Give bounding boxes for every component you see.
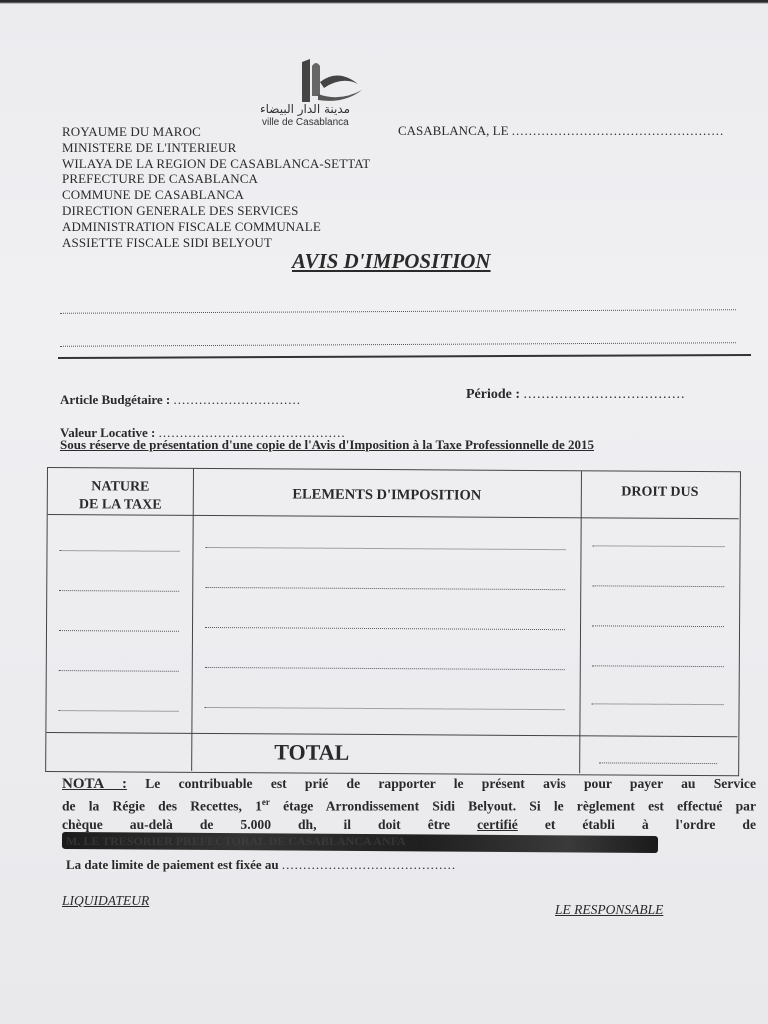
droit-row-blank xyxy=(592,625,724,627)
nature-row-blank xyxy=(59,630,179,632)
header-line: ADMINISTRATION FISCALE COMMUNALE xyxy=(62,218,321,234)
col-header-elements: ELEMENTS D'IMPOSITION xyxy=(292,486,482,504)
administrative-header xyxy=(62,124,370,250)
signature-liquidateur: LIQUIDATEUR xyxy=(62,893,150,908)
header-line: ROYAUME DU MAROC xyxy=(62,124,201,139)
logo-latin-text: ville de Casablanca xyxy=(262,117,349,128)
elements-row-blank xyxy=(205,627,565,630)
nota-label: NOTA : xyxy=(62,776,127,792)
article-value: .............................. xyxy=(173,392,301,407)
header-line: PREFECTURE DE CASABLANCA xyxy=(62,171,258,187)
nota-line-3a: chèque au-delà de 5.000 dh, il doit être xyxy=(62,816,478,832)
col-header-nature-line2: DE LA TAXE xyxy=(78,497,162,513)
elements-row-blank xyxy=(205,667,565,670)
nota-line-2a: de la Régie des Recettes, 1 xyxy=(62,798,262,814)
periode-value: .................................... xyxy=(523,387,686,402)
deadline-label: La date limite de paiement est fixée au xyxy=(66,857,279,872)
nature-row-blank xyxy=(59,710,179,712)
nota-line-3b: et établi à l'ordre de xyxy=(517,816,756,832)
deadline-value: ......................................... xyxy=(281,857,457,872)
nature-row-blank xyxy=(59,590,179,592)
logo-arabic-text: مدينة الدار البيضاء xyxy=(260,102,351,116)
periode-field xyxy=(466,387,686,403)
total-value-blank xyxy=(599,762,717,764)
nota-line-1 xyxy=(62,775,756,793)
article-budgetaire-field xyxy=(60,392,301,408)
separator-rule xyxy=(58,354,751,359)
header-line: MINISTERE DE L'INTERIEUR xyxy=(62,139,237,155)
article-label: Article Budgétaire : xyxy=(60,392,171,407)
signature-responsable: LE RESPONSABLE xyxy=(555,902,664,917)
elements-row-blank xyxy=(205,707,565,710)
header-line: WILAYA DE LA REGION DE CASABLANCA-SETTAT xyxy=(62,155,371,171)
reserve-note xyxy=(60,437,720,452)
header-line: DIRECTION GENERALE DES SERVICES xyxy=(62,202,299,218)
city-date-line xyxy=(398,123,724,139)
nature-row-blank xyxy=(59,670,179,672)
droit-row-blank xyxy=(593,545,725,547)
nota-paragraph xyxy=(62,775,756,834)
col-header-nature-line1: NATURE xyxy=(91,479,150,495)
document-title: AVIS D'IMPOSITION xyxy=(292,249,491,273)
header-line: COMMUNE DE CASABLANCA xyxy=(62,187,244,203)
col-header-nature xyxy=(48,478,193,515)
total-label: TOTAL xyxy=(274,739,350,765)
droit-row-blank xyxy=(592,703,724,705)
elements-row-blank xyxy=(206,547,566,550)
blank-dotted-line xyxy=(60,342,736,347)
imposition-table xyxy=(45,467,741,776)
deadline-line xyxy=(66,857,456,873)
header-line: ASSIETTE FISCALE SIDI BELYOUT xyxy=(62,234,272,250)
reserve-text: Sous réserve de présentation d'une copie de l'Avis d'Imposition à la Taxe Professionnelle de 2015 xyxy=(60,437,594,452)
periode-label: Période : xyxy=(466,387,521,402)
nature-row-blank xyxy=(59,550,179,552)
certifie-word: certifié xyxy=(477,816,518,832)
nota-line-2 xyxy=(62,793,756,816)
total-divider xyxy=(46,732,737,737)
header-divider xyxy=(48,514,739,519)
nota-line-3 xyxy=(62,816,756,834)
valeur-value: ............................................ xyxy=(158,425,346,440)
redacted-text: M. LE TRESORIER PREFECTORAL DE CASABLANCA ANFA xyxy=(66,834,406,848)
elements-row-blank xyxy=(205,587,565,590)
droit-row-blank xyxy=(592,585,724,587)
valeur-label: Valeur Locative : xyxy=(60,425,156,440)
nota-line-2b: étage Arrondissement Sidi Belyout. Si le règlement est effectué par xyxy=(269,798,756,814)
droit-row-blank xyxy=(592,665,724,667)
nota-sup: er xyxy=(261,797,270,807)
city-date-label: CASABLANCA, LE xyxy=(398,123,509,138)
nota-line-1-text: Le contribuable est prié de rapporter le présent avis pour payer au Service xyxy=(145,776,756,791)
col-header-droit: DROIT DUS xyxy=(621,484,699,500)
city-date-value: .................................................. xyxy=(511,123,725,138)
blank-dotted-line xyxy=(60,309,736,314)
